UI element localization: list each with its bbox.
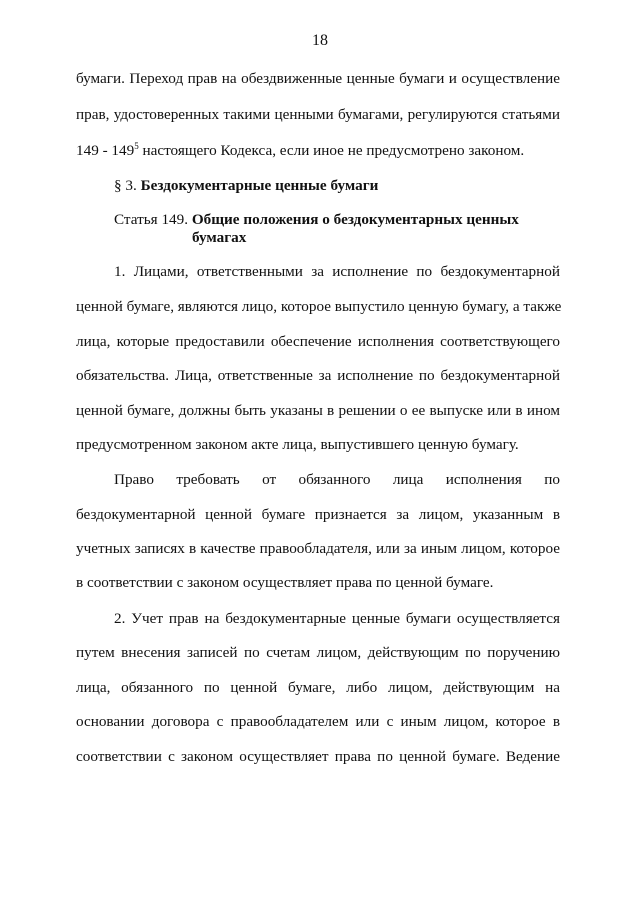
para-3-line-1: Право требовать от обязанного лица исполнения по [114, 471, 560, 488]
para-2-line-1: 1. Лицами, ответственными за исполнение по бездокументарной [114, 263, 560, 280]
para-2-line-3: лица, которые предоставили обеспечение исполнения соответствующего [76, 333, 560, 350]
para-4-line-5: соответствии с законом осуществляет права по ценной бумаге. Ведение [76, 748, 560, 765]
para-2-line-2: ценной бумаге, являются лицо, которое выпустило ценную бумагу, а также [76, 298, 562, 315]
para-4-line-3: лица, обязанного по ценной бумаге, либо лицом, действующим на [76, 679, 560, 696]
superscript-index: 5 [134, 141, 139, 151]
para-1-line-3-rest: настоящего Кодекса, если иное не предусмотрено законом. [138, 142, 525, 159]
para-1-line-3 [76, 142, 560, 160]
para-4-line-2: путем внесения записей по счетам лицом, действующим по поручению [76, 644, 560, 661]
article-title-line-1: Общие положения о бездокументарных ценных [191, 211, 519, 228]
section-heading [114, 177, 560, 195]
para-3-line-4: в соответствии с законом осуществляет права по ценной бумаге. [76, 574, 494, 591]
section-title: Бездокументарные ценные бумаги [140, 177, 379, 194]
para-3-line-2: бездокументарной ценной бумаге признается за лицом, указанным в [76, 506, 560, 523]
para-1-line-1: бумаги. Переход прав на обездвиженные ценные бумаги и осуществление [76, 70, 560, 87]
para-2-line-6: предусмотренном законом акте лица, выпустившего ценную бумагу. [76, 436, 519, 453]
article-heading-line-1 [114, 211, 560, 229]
article-prefix: Статья 149. [114, 211, 192, 228]
para-2-line-5: ценной бумаге, должны быть указаны в решении о ее выпуске или в ином [76, 402, 560, 419]
para-4-line-1: 2. Учет прав на бездокументарные ценные бумаги осуществляется [114, 610, 560, 627]
para-2-line-4: обязательства. Лица, ответственные за исполнение по бездокументарной [76, 367, 560, 384]
para-1-line-2: прав, удостоверенных такими ценными бумагами, регулируются статьями [76, 106, 560, 123]
page-number: 18 [312, 32, 328, 49]
para-4-line-4: основании договора с правообладателем или с иным лицом, которое в [76, 713, 560, 730]
article-title-line-2: бумагах [192, 229, 247, 246]
article-range-start: 149 - 149 [76, 142, 135, 159]
section-prefix: § 3. [114, 177, 141, 194]
para-3-line-3: учетных записях в качестве правообладателя, или за иным лицом, которое [76, 540, 560, 557]
